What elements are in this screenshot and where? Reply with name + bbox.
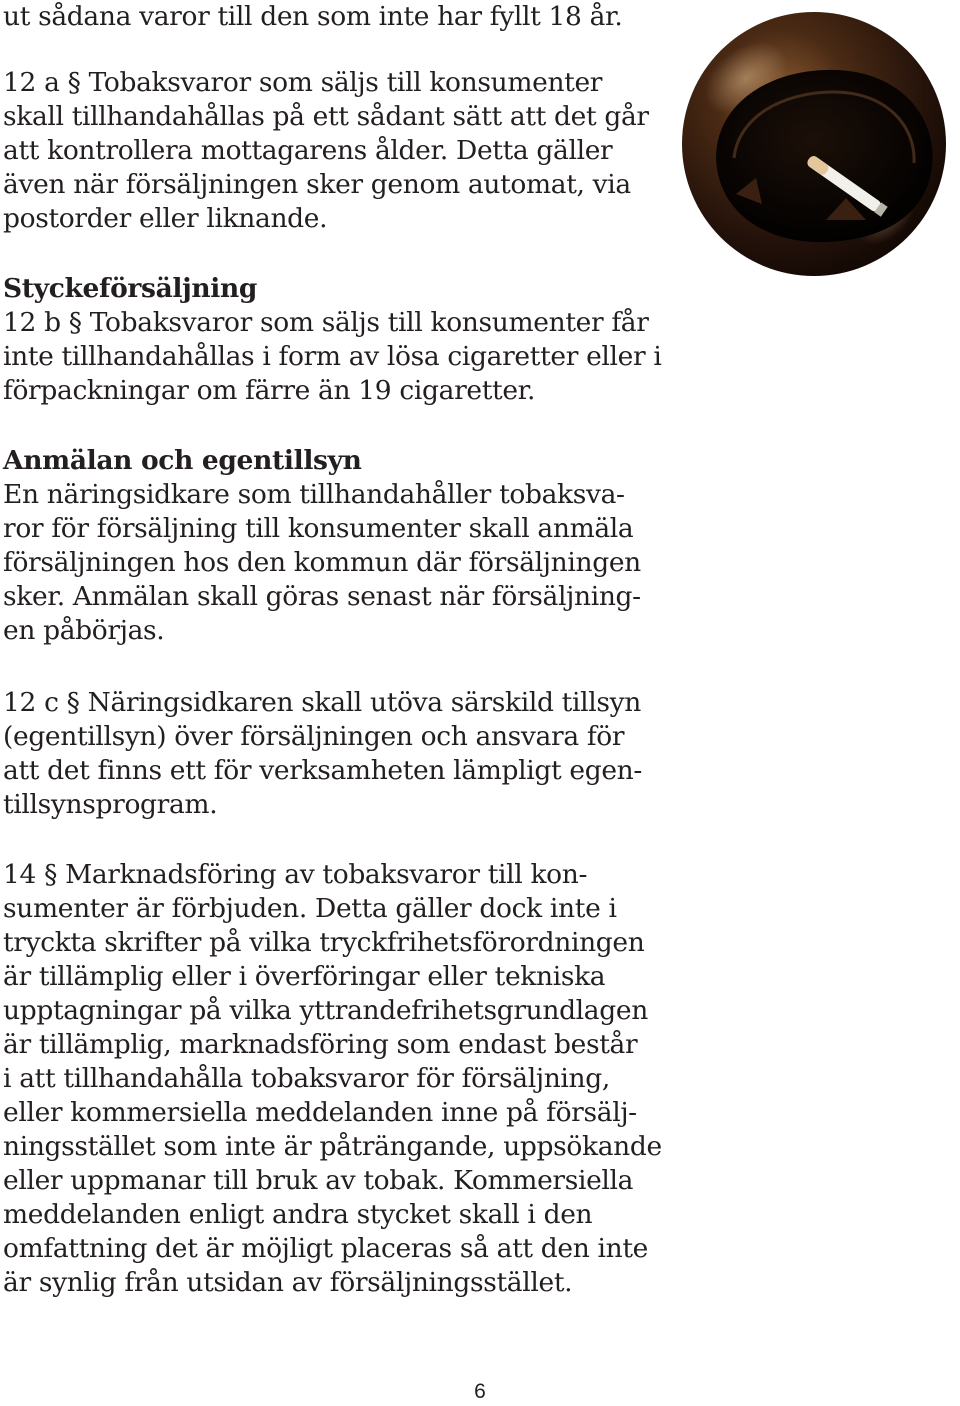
text-line: ror för försäljning till konsumenter skall anmäla xyxy=(3,513,634,544)
text-line: en påbörjas. xyxy=(3,615,165,646)
text-line: även när försäljningen sker genom automat, via xyxy=(3,169,631,200)
text-line: i att tillhandahålla tobaksvaror för försäljning, xyxy=(3,1063,610,1094)
text-line: postorder eller liknande. xyxy=(3,203,328,234)
section-12b-line: 12 b § Tobaksvaror som säljs till konsumenter får xyxy=(3,307,649,338)
text-line: sumenter är förbjuden. Detta gäller dock inte i xyxy=(3,893,617,924)
text-line: (egentillsyn) över försäljningen och ansvara för xyxy=(3,721,625,752)
text-line: förpackningar om färre än 19 cigaretter. xyxy=(3,375,536,406)
text-line: meddelanden enligt andra stycket skall i den xyxy=(3,1199,593,1230)
text-line: är tillämplig eller i överföringar eller tekniska xyxy=(3,961,606,992)
text-line: eller kommersiella meddelanden inne på försälj- xyxy=(3,1097,637,1128)
heading-styckeforsaljning: Styckeförsäljning xyxy=(3,273,258,304)
section-12c-line: 12 c § Näringsidkaren skall utöva särskild tillsyn xyxy=(3,687,641,718)
page-number: 6 xyxy=(474,1380,486,1403)
text-line: är tillämplig, marknadsföring som endast består xyxy=(3,1029,638,1060)
text-line: inte tillhandahållas i form av lösa cigaretter eller i xyxy=(3,341,662,372)
section-12a-line: 12 a § Tobaksvaror som säljs till konsumenter xyxy=(3,67,603,98)
text-line: tillsynsprogram. xyxy=(3,789,218,820)
text-line: försäljningen hos den kommun där försäljningen xyxy=(3,547,641,578)
text-line: omfattning det är möjligt placeras så att den inte xyxy=(3,1233,648,1264)
text-line: att kontrollera mottagarens ålder. Detta gäller xyxy=(3,135,613,166)
text-line: är synlig från utsidan av försäljningsstället. xyxy=(3,1267,573,1298)
text-line: sker. Anmälan skall göras senast när försäljning- xyxy=(3,581,641,612)
text-line: tryckta skrifter på vilka tryckfrihetsförordningen xyxy=(3,927,645,958)
section-14-line: 14 § Marknadsföring av tobaksvaror till kon- xyxy=(3,859,588,890)
text-line: ut sådana varor till den som inte har fyllt 18 år. xyxy=(3,1,623,32)
text-line: En näringsidkare som tillhandahåller tobaksva- xyxy=(3,479,625,510)
ashtray-with-cigarette-photo xyxy=(676,8,948,280)
text-line: att det finns ett för verksamheten lämpligt egen- xyxy=(3,755,642,786)
text-line: ningsstället som inte är påträngande, uppsökande xyxy=(3,1131,662,1162)
text-line: eller uppmanar till bruk av tobak. Kommersiella xyxy=(3,1165,634,1196)
heading-anmalan-och-egentillsyn: Anmälan och egentillsyn xyxy=(3,445,362,476)
text-line: upptagningar på vilka yttrandefrihetsgrundlagen xyxy=(3,995,648,1026)
text-line: skall tillhandahållas på ett sådant sätt att det går xyxy=(3,101,649,132)
